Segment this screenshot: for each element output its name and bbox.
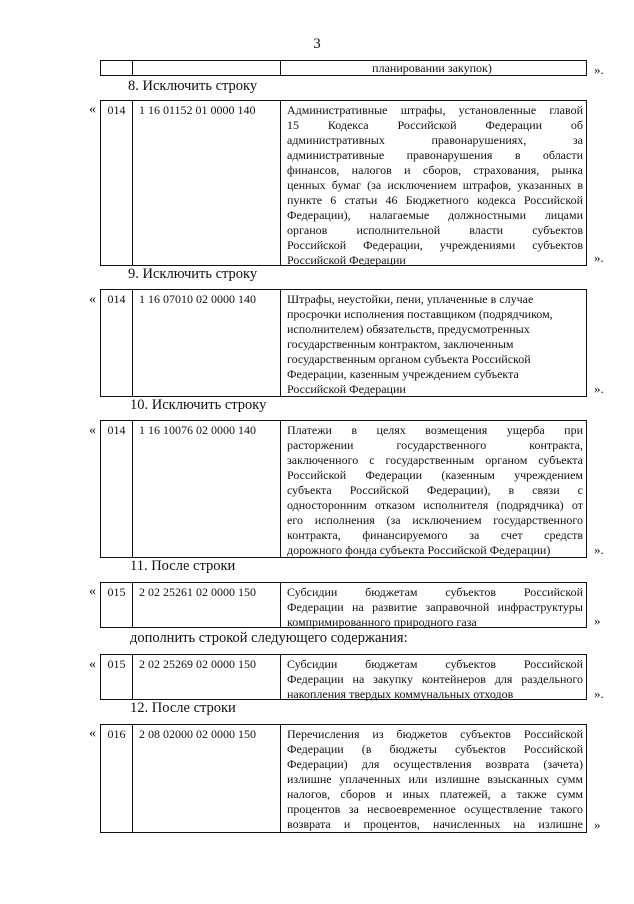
description-line: финансов, налогов и сборов, страхования, рынка [287, 163, 583, 177]
description-line: субъекта Российской Федерации), в связи с [287, 483, 583, 497]
open-quote: « [89, 584, 96, 599]
description-line: заключенного с государственным органом субъекта [287, 453, 583, 467]
description-line: Административные штрафы, установленные главой [287, 103, 583, 117]
open-quote: « [89, 292, 96, 307]
description-line: компримированного природного газа [287, 615, 477, 629]
description-line: просрочки исполнения поставщиком (подрядчиком, [287, 307, 553, 321]
description-line: Федерации на закупку контейнеров для раздельного [287, 672, 583, 686]
classification-code-cell: 1 16 10076 02 0000 140 [133, 421, 281, 557]
classification-code-cell: 1 16 01152 01 0000 140 [133, 101, 281, 265]
description-line: Федерации на развитие заправочной инфраструктуры [287, 600, 583, 614]
description-line: его исполнения (за исключением государственного [287, 513, 583, 527]
description-line: контракта, финансируемого за счет средств [287, 528, 583, 542]
description-line: излишне уплаченных или излишне взысканных сумм [287, 772, 583, 786]
description-line: Российской Федерации, учреждениями субъектов [287, 238, 583, 252]
section-heading: 8. Исключить строку [128, 78, 258, 94]
close-quote: ». [594, 62, 604, 77]
description-line: государственным контрактом, заключенным [287, 337, 514, 351]
description-cell [281, 421, 586, 557]
table-row [100, 100, 587, 266]
open-quote: « [89, 657, 96, 672]
page-number: 3 [313, 36, 321, 52]
code-column-cell: 014 [101, 101, 133, 265]
description-line: Федерации, казенным учреждением субъекта [287, 367, 519, 381]
description-cell [281, 61, 586, 75]
open-quote: « [89, 726, 96, 741]
description-line: административные правонарушения в области [287, 148, 583, 162]
close-quote: ». [594, 542, 604, 557]
description-line: 15 Кодекса Российской Федерации об [287, 118, 583, 132]
code-column-cell: 014 [101, 290, 133, 396]
description-line: органов исполнительной власти субъектов [287, 223, 583, 237]
description-line: Федерации (в бюджеты субъектов Российской [287, 742, 583, 756]
classification-code-cell: 2 02 25269 02 0000 150 [133, 655, 281, 699]
description-line: пункте 6 статьи 46 Бюджетного кодекса Российской [287, 193, 583, 207]
description-line: планировании закупок) [372, 61, 492, 75]
code-column-cell: 014 [101, 421, 133, 557]
description-line: возврата и процентов, начисленных на излишне [287, 817, 583, 831]
description-cell [281, 101, 586, 265]
table-row [100, 724, 587, 833]
section-heading: 12. После строки [130, 700, 236, 716]
description-line: расторжении государственного контракта, [287, 438, 583, 452]
close-quote: ». [594, 250, 604, 265]
code-column-cell: 015 [101, 655, 133, 699]
description-line: накопления твердых коммунальных отходов [287, 687, 514, 701]
open-quote: « [89, 102, 96, 117]
description-line: Российской Федерации [287, 253, 406, 267]
classification-code-cell: 2 02 25261 02 0000 150 [133, 583, 281, 627]
section-heading: 9. Исключить строку [128, 266, 258, 282]
description-cell [281, 725, 586, 832]
close-quote: » [594, 817, 601, 832]
description-line: процентов за несвоевременное осуществление такого [287, 802, 583, 816]
description-cell [281, 290, 586, 396]
description-line: ценных бумаг (за исключением штрафов, указанных в [287, 178, 583, 192]
description-line: административных правонарушениях, за [287, 133, 583, 147]
code-column-cell: 015 [101, 583, 133, 627]
description-line: Перечисления из бюджетов субъектов Российской [287, 727, 583, 741]
description-line: исполнителем) обязательств, предусмотренных [287, 322, 530, 336]
description-line: Субсидии бюджетам субъектов Российской [287, 585, 583, 599]
code-column-cell [101, 61, 133, 75]
description-line: Федерации), налагаемые должностными лицами [287, 208, 583, 222]
description-line: Российской Федерации [287, 382, 406, 396]
open-quote: « [89, 423, 96, 438]
classification-code-cell: 2 08 02000 02 0000 150 [133, 725, 281, 832]
description-line: дорожного фонда субъекта Российской Федерации) [287, 543, 551, 557]
close-quote: ». [594, 381, 604, 396]
description-line: налогов, сборов и иных платежей, а также сумм [287, 787, 583, 801]
section-heading: 10. Исключить строку [130, 397, 267, 413]
description-line: односторонним отказом исполнителя (подрядчика) от [287, 498, 583, 512]
table-row [100, 654, 587, 700]
description-line: Федерации) для осуществления возврата (зачета) [287, 757, 583, 771]
description-line: Платежи в целях возмещения ущерба при [287, 423, 583, 437]
table-row [100, 582, 587, 628]
table-row [100, 420, 587, 558]
table-row [100, 60, 587, 76]
code-column-cell: 016 [101, 725, 133, 832]
description-line: Субсидии бюджетам субъектов Российской [287, 657, 583, 671]
description-cell [281, 655, 586, 699]
close-quote: » [594, 613, 601, 628]
classification-code-cell: 1 16 07010 02 0000 140 [133, 290, 281, 396]
table-row [100, 289, 587, 397]
description-line: Российской Федерации (казенным учреждением [287, 468, 583, 482]
description-line: государственным органом субъекта Российской [287, 352, 531, 366]
classification-code-cell [133, 61, 281, 75]
close-quote: ». [594, 686, 604, 701]
description-line: Штрафы, неустойки, пени, уплаченные в случае [287, 292, 534, 306]
section-heading: 11. После строки [130, 558, 236, 574]
section-heading: дополнить строкой следующего содержания: [130, 630, 408, 646]
description-cell [281, 583, 586, 627]
